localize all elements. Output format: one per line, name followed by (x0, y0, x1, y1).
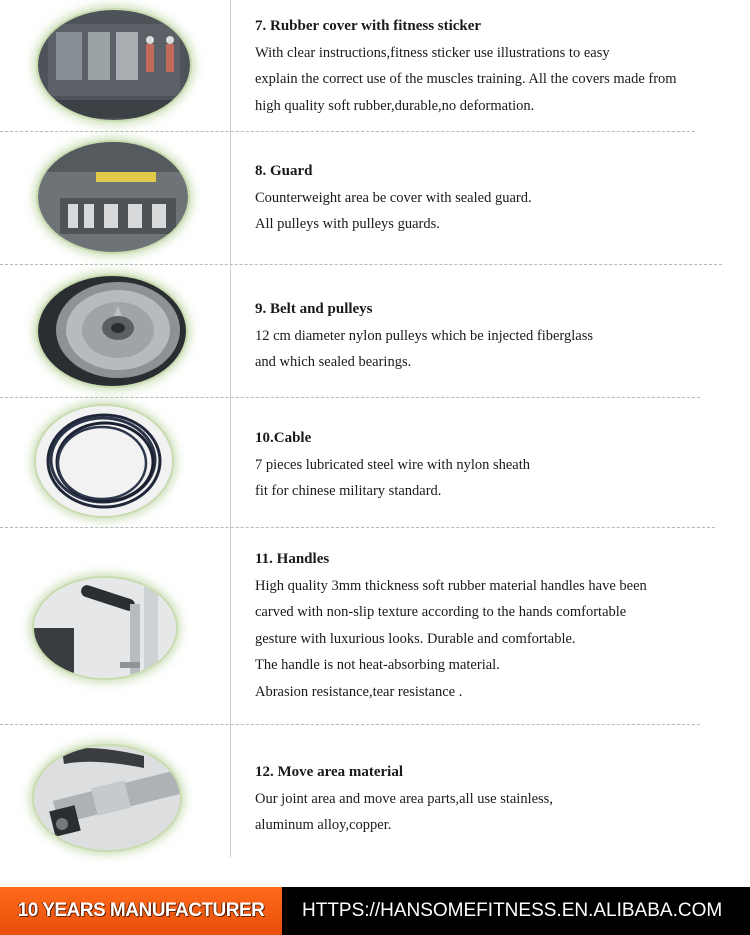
section-line: gesture with luxurious looks. Durable and comfortable. (255, 630, 576, 647)
section-10-text (255, 428, 725, 505)
section-title: 7. Rubber cover with fitness sticker (255, 18, 482, 34)
store-url[interactable]: HTTPS://HANSOMEFITNESS.EN.ALIBABA.COM (302, 900, 723, 921)
section-line: Counterweight area be cover with sealed guard. (255, 190, 532, 206)
section-line: High quality 3mm thickness soft rubber material handles have been (255, 578, 647, 594)
section-divider (0, 131, 695, 132)
section-line: explain the correct use of the muscles training. All the covers made from (255, 71, 677, 88)
section-line: aluminum alloy,copper. (255, 817, 392, 834)
pulley-photo (38, 276, 186, 386)
section-divider (0, 397, 700, 398)
footer-banner (0, 887, 750, 935)
section-12-text (255, 762, 725, 839)
section-line: high quality soft rubber,durable,no deformation. (255, 97, 535, 114)
store-link[interactable] (292, 887, 750, 935)
section-title: 8. Guard (255, 163, 313, 179)
manufacturer-text: 10 YEARS MANUFACTURER (17, 900, 265, 921)
cable-photo (36, 406, 172, 516)
section-7-text (255, 16, 725, 119)
section-11-text (255, 549, 725, 705)
section-line: The handle is not heat-absorbing material. (255, 657, 500, 674)
column-divider (230, 0, 231, 857)
section-line: Abrasion resistance,tear resistance . (255, 683, 463, 700)
section-line: 12 cm diameter nylon pulleys which be injected fiberglass (255, 328, 593, 344)
section-line: carved with non-slip texture according to the hands comfortable (255, 604, 627, 621)
handle-photo (34, 578, 176, 678)
guard-photo (38, 142, 188, 252)
section-line: fit for chinese military standard. (255, 483, 442, 500)
section-title: 11. Handles (255, 551, 330, 567)
section-line: All pulleys with pulleys guards. (255, 216, 440, 233)
manufacturer-badge (0, 887, 282, 935)
section-divider (0, 264, 722, 265)
section-line: With clear instructions,fitness sticker use illustrations to easy (255, 45, 610, 61)
section-divider (0, 724, 700, 725)
section-8-text (255, 161, 725, 238)
section-line: Our joint area and move area parts,all use stainless, (255, 791, 553, 807)
section-title: 9. Belt and pulleys (255, 301, 373, 317)
section-9-text (255, 299, 725, 376)
section-title: 10.Cable (255, 430, 312, 446)
fitness-sticker-cover-photo (38, 10, 190, 120)
section-line: 7 pieces lubricated steel wire with nylon sheath (255, 457, 531, 473)
section-divider (0, 527, 715, 528)
section-line: and which sealed bearings. (255, 354, 412, 371)
joint-photo (34, 746, 180, 850)
section-title: 12. Move area material (255, 764, 404, 780)
